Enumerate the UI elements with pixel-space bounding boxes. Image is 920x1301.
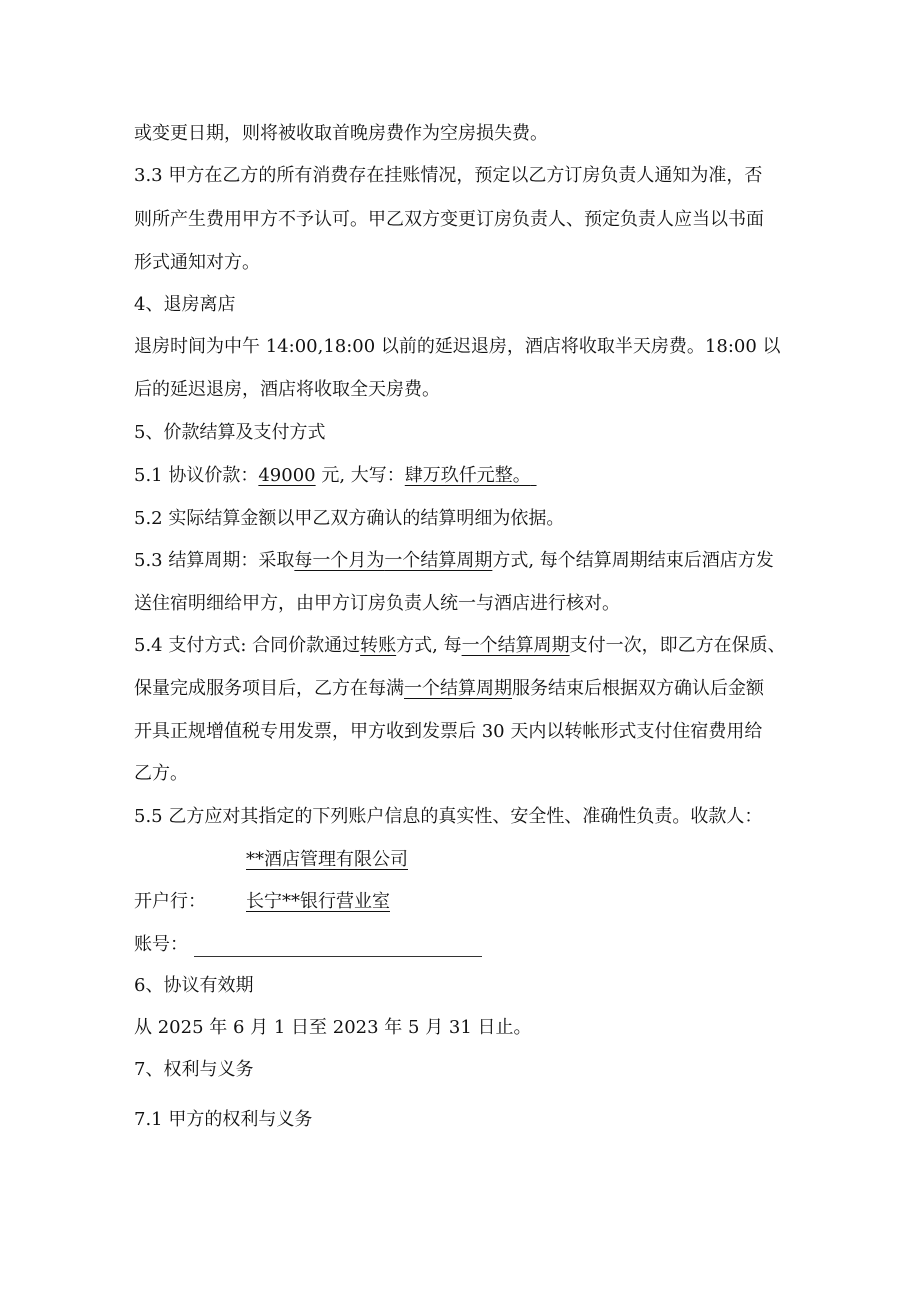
clause-5-1-prefix: 5.1 协议价款： — [134, 465, 259, 486]
clause-5-3 — [134, 549, 774, 573]
clause-5-2: 5.2 实际结算金额以甲乙双方确认的结算明细为依据。 — [134, 508, 565, 529]
amount-in-words: 肆万玖仟元整。 — [404, 465, 531, 486]
payment-cycle: 一个结算周期 — [461, 635, 570, 656]
validity-period: 从 2025 年 6 月 1 日至 2023 年 5 月 31 日止。 — [134, 1017, 532, 1038]
underline-tail — [531, 465, 537, 486]
bank-label: 开户行： — [134, 891, 206, 912]
clause-5-1 — [134, 464, 537, 488]
paragraph-line: 则所产生费用甲方不予认可。甲乙双方变更订房负责人、预定负责人应当以书面 — [134, 209, 764, 230]
paragraph-line: 后的延迟退房，酒店将收取全天房费。 — [134, 379, 440, 400]
paragraph-line — [134, 677, 764, 701]
clause-5-4-prefix: 5.4 支付方式: 合同价款通过 — [134, 635, 361, 656]
clause-7-1: 7.1 甲方的权利与义务 — [134, 1109, 313, 1130]
payee-name — [246, 848, 408, 872]
clause-5-3-prefix: 5.3 结算周期：采取 — [134, 550, 295, 571]
line-part: 保量完成服务项目后，乙方在每满 — [134, 678, 404, 699]
section-heading-6: 6、协议有效期 — [134, 975, 254, 996]
clause-5-1-mid: 元, 大写： — [315, 465, 405, 486]
line-part: 服务结束后根据双方确认后金额 — [512, 678, 764, 699]
contract-amount: 49000 — [258, 465, 316, 486]
bank-name: 长宁**银行营业室 — [246, 891, 390, 912]
account-number-blank — [194, 938, 482, 957]
clause-5-3-suffix: 方式, 每个结算周期结束后酒店方发 — [492, 550, 774, 571]
clause-5-5: 5.5 乙方应对其指定的下列账户信息的真实性、安全性、准确性负责。收款人： — [134, 806, 763, 827]
bank-value-wrap — [246, 890, 390, 914]
payee-value: **酒店管理有限公司 — [246, 849, 408, 870]
clause-3-3: 3.3 甲方在乙方的所有消费存在挂账情况，预定以乙方订房负责人通知为准，否 — [134, 165, 763, 186]
settlement-cycle: 一个结算周期 — [384, 550, 493, 571]
payment-method: 转账 — [360, 635, 397, 656]
section-heading-4: 4、退房离店 — [134, 294, 236, 315]
clause-5-4-suffix: 支付一次，即乙方在保质、 — [569, 635, 786, 656]
settlement-period: 每一个月为 — [294, 550, 385, 571]
section-heading-5: 5、价款结算及支付方式 — [134, 422, 326, 443]
clause-5-4 — [134, 634, 786, 658]
section-heading-7: 7、权利与义务 — [134, 1059, 254, 1080]
paragraph-line: 开具正规增值税专用发票，甲方收到发票后 30 天内以转帐形式支付住宿费用给 — [134, 721, 763, 742]
bank-row — [134, 890, 206, 914]
paragraph-line: 或变更日期，则将被收取首晚房费作为空房损失费。 — [134, 123, 548, 144]
clause-5-4-mid: 方式, 每 — [396, 635, 462, 656]
paragraph-line: 退房时间为中午 14:00,18:00 以前的延迟退房，酒店将收取半天房费。18:00 以 — [134, 336, 781, 357]
account-label: 账号： — [134, 934, 188, 955]
account-row — [134, 933, 482, 957]
invoice-cycle: 一个结算周期 — [404, 678, 512, 699]
paragraph-line: 形式通知对方。 — [134, 252, 260, 273]
paragraph-line: 乙方。 — [134, 763, 188, 784]
paragraph-line: 送住宿明细给甲方，由甲方订房负责人统一与酒店进行核对。 — [134, 593, 620, 614]
